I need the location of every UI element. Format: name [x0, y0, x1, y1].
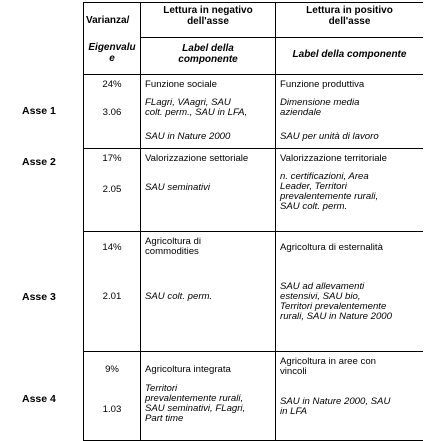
axis-variance: 14% — [102, 242, 122, 253]
axis-eigenvalue: 3.06 — [102, 107, 122, 118]
header-variance: Varianza/ — [86, 15, 130, 26]
rule-axis2-bottom — [83, 231, 423, 232]
rule-top — [83, 2, 423, 3]
axis-name: Asse 1 — [22, 105, 56, 117]
pos-variables: SAU ad allevamenti estensivi, SAU bio, Territori prevalentemente rurali, SAU in Nature 2000 — [280, 281, 392, 322]
header-negative-reading: Lettura in negativo dell'asse — [163, 5, 253, 27]
axis-variance: 24% — [102, 79, 122, 90]
axis-name: Asse 2 — [22, 156, 56, 168]
axis-eigenvalue: 2.05 — [102, 184, 122, 195]
pos-label: Funzione produttiva — [280, 79, 365, 90]
axis-name: Asse 4 — [22, 393, 56, 405]
axis-variance: 17% — [102, 153, 122, 164]
header-pos-component-label: Label della componente — [292, 49, 407, 60]
neg-label: Valorizzazione settoriale — [145, 153, 249, 164]
rule-left — [83, 2, 84, 441]
neg-variables: SAU seminativi — [145, 182, 211, 193]
neg-variables-2: SAU in Nature 2000 — [145, 131, 231, 142]
axis-variance: 9% — [105, 364, 119, 375]
neg-variables: FLagri, VAagri, SAU colt. perm., SAU in LFA, — [145, 97, 248, 118]
rule-axis3-bottom — [83, 351, 423, 352]
rule-header-mid — [140, 37, 423, 38]
pos-variables: Dimensione media aziendale — [280, 97, 360, 118]
axis-eigenvalue: 2.01 — [102, 291, 122, 302]
header-neg-component-label: Label della componente — [178, 43, 238, 65]
header-eigenvalue: Eigenvalu e — [88, 42, 136, 64]
pos-label: Agricoltura di esternalità — [280, 242, 383, 253]
pos-variables: n. certificazioni, Area Leader, Territori prevalentemente rurali, SAU colt. perm. — [280, 171, 379, 212]
rule-header-bottom — [83, 74, 423, 75]
neg-label: Funzione sociale — [145, 79, 217, 90]
axis-eigenvalue: 1.03 — [102, 404, 122, 415]
rule-col2 — [140, 2, 141, 441]
pos-label: Agricoltura in aree con vincoli — [280, 356, 376, 377]
neg-variables: Territori prevalentemente rurali, SAU seminativi, FLagri, Part time — [145, 383, 246, 424]
rule-col3 — [275, 2, 276, 441]
neg-label: Agricoltura integrata — [145, 364, 231, 375]
pos-variables-2: SAU per unità di lavoro — [280, 131, 379, 142]
header-positive-reading: Lettura in positivo dell'asse — [306, 5, 393, 27]
rule-axis1-bottom — [83, 148, 423, 149]
axis-name: Asse 3 — [22, 291, 56, 303]
pos-label: Valorizzazione territoriale — [280, 153, 387, 164]
pos-variables: SAU in Nature 2000, SAU in LFA — [280, 396, 391, 417]
neg-variables: SAU colt. perm. — [145, 291, 213, 302]
neg-label: Agricoltura di commodities — [145, 236, 201, 257]
